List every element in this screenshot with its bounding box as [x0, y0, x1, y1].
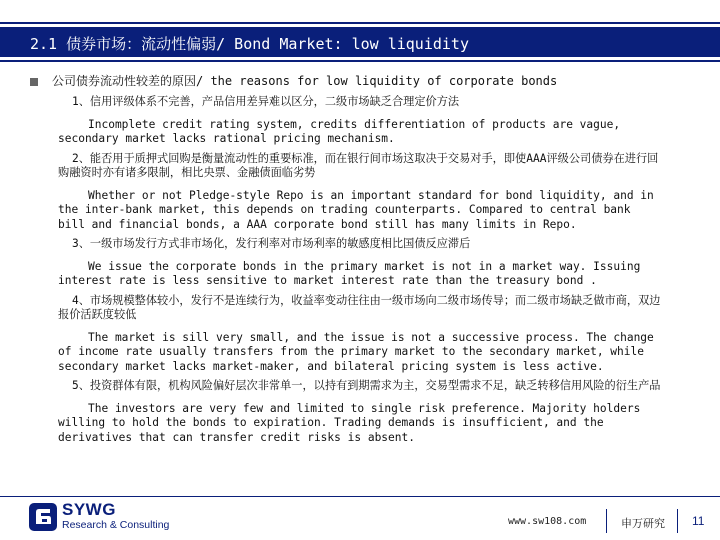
- top-rule: [0, 22, 720, 24]
- logo-subtitle: Research & Consulting: [62, 519, 170, 531]
- sywg-logo: [28, 500, 198, 536]
- footer-website-link[interactable]: www.sw108.com: [508, 516, 587, 527]
- footer-rule: [0, 496, 720, 497]
- footer-divider-right: [677, 509, 678, 533]
- reason-1-chinese: 1、信用评级体系不完善，产品信用差异难以区分，二级市场缺乏合理定价方法: [72, 95, 460, 108]
- main-bullet: [30, 72, 557, 89]
- reason-3-english: We issue the corporate bonds in the primary market is not in a market way. Issuing interest rate is less sensitive to market interest rate than the treasury bond .: [58, 259, 641, 287]
- footer-divider-left: [606, 509, 607, 533]
- main-bullet-text: 公司债券流动性较差的原因/ the reasons for low liquidity of corporate bonds: [52, 74, 558, 88]
- reason-4-english: The market is sill very small, and the issue is not a successive process. The change of income rate usually transfers from the primary market to the secondary market, while secondary market lacks market-maker, and bilateral pricing system is less active.: [58, 330, 654, 373]
- reason-4-chinese: 4、市场规模整体较小，发行不是连续行为，收益率变动往往由一级市场向二级市场传导；而二级市场缺乏做市商，双边报价活跃度较低: [58, 293, 661, 321]
- reason-2-english: Whether or not Pledge-style Repo is an important standard for bond liquidity, and in the inter-bank market, this depends on trading counterparts. Compared to central bank bill and financial bonds, a AAA corporate bond still has many limits in Repo.: [58, 188, 654, 231]
- reason-2-chinese: 2、能否用于质押式回购是衡量流动性的重要标准，而在银行间市场这取决于交易对手，即使AAA评级公司债券在进行回购融资时亦有诸多限制，相比央票、金融债面临劣势: [58, 151, 659, 179]
- reason-3-chinese: 3、一级市场发行方式非市场化，发行利率对市场利率的敏感度相比国债反应滞后: [72, 237, 471, 250]
- page-number: 11: [692, 514, 705, 528]
- title-underline: [0, 60, 720, 62]
- reason-5-english: The investors are very few and limited to single risk preference. Majority holders willing to hold the bonds to expiration. Trading demands is insufficient, and the derivatives that can transfer credit risks is absent.: [58, 401, 641, 444]
- reason-5-chinese: 5、投资群体有限，机构风险偏好层次非常单一，以持有到期需求为主，交易型需求不足，缺乏转移信用风险的衍生产品: [72, 379, 661, 392]
- square-bullet-icon: [30, 78, 38, 86]
- sywg-logo-mark-icon: [28, 502, 58, 532]
- footer-company-name: 申万研究: [621, 517, 665, 530]
- page-title: 2.1 债券市场：流动性偏弱/ Bond Market: low liquidity: [30, 35, 469, 53]
- reason-1-english: Incomplete credit rating system, credits differentiation of products are vague, secondary market lacks rational pricing mechanism.: [58, 117, 621, 145]
- title-bar: [0, 27, 720, 57]
- reasons-list: [58, 95, 663, 450]
- logo-name: SYWG: [62, 500, 116, 519]
